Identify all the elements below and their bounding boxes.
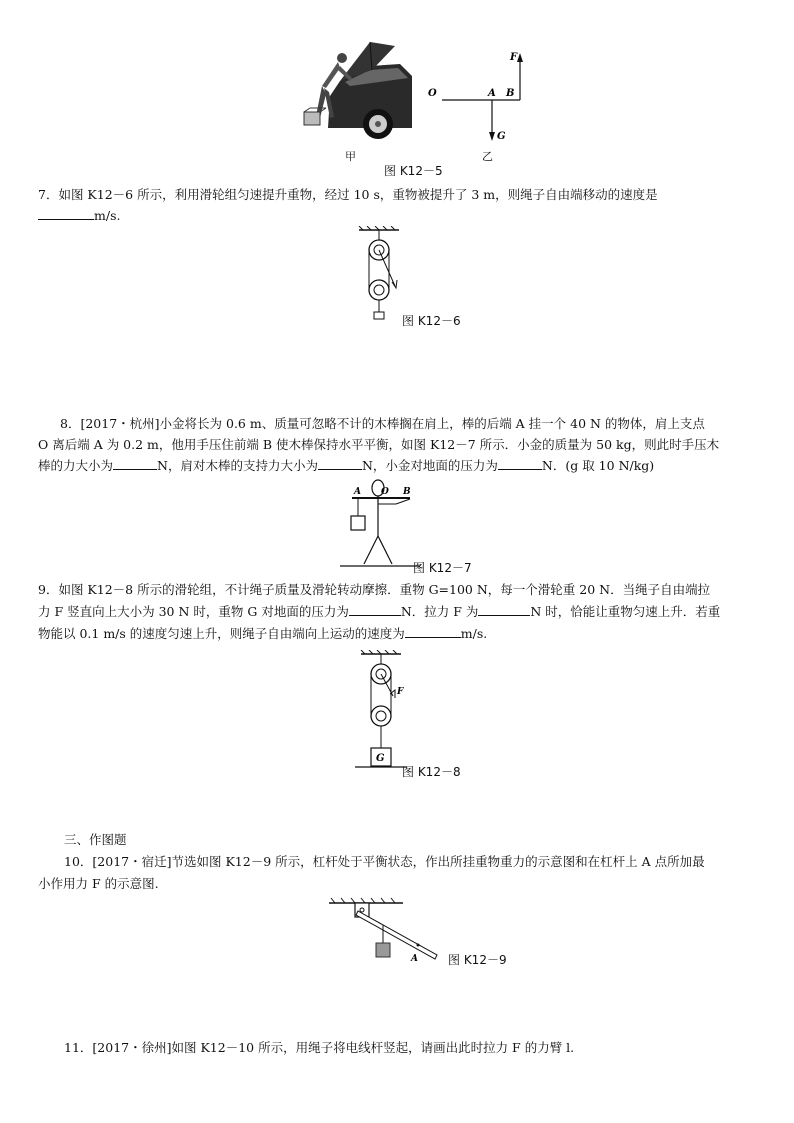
q9-text-b: N．拉力 F 为: [400, 604, 479, 619]
pulley-system-k12-6: [355, 226, 405, 326]
q7-line1: 7．如图 K12－6 所示，利用滑轮组匀速提升重物，经过 10 s，重物被提升了 3 m，则绳子自由端移动的速度是: [38, 187, 658, 202]
q9-text-f: m/s.: [460, 626, 488, 641]
fig5-caption: 图 K12－5: [384, 164, 443, 178]
q8-text-b: N，肩对木棒的支持力大小为: [157, 458, 318, 473]
q9-line1: 9．如图 K12－8 所示的滑轮组，不计绳子质量及滑轮转动摩擦．重物 G=100 N，每一个滑轮重 20 N．当绳子自由端拉: [38, 582, 711, 597]
lever-force-diagram: [420, 48, 530, 158]
fig5-point-f: F: [510, 52, 518, 63]
fig7-point-o: O: [381, 487, 389, 497]
q9-text-a: 力 F 竖直向上大小为 30 N 时，重物 G 对地面的压力为: [38, 604, 349, 619]
q7-answer-blank[interactable]: [38, 207, 94, 220]
fig5-label-yi: 乙: [482, 150, 493, 163]
q9-text-c: N 时，恰能让重物匀速上升．若重: [530, 604, 721, 619]
fig8-weight-g: G: [376, 753, 385, 764]
fig5-point-a: A: [488, 88, 496, 99]
fig6-caption: 图 K12－6: [402, 314, 461, 328]
fig9-point-a: A: [411, 954, 418, 964]
q11-line1: 11．[2017・徐州]如图 K12－10 所示，用绳子将电线杆竖起，请画出此时拉力 F 的力臂 l.: [64, 1040, 575, 1055]
q9-answer-blank-3[interactable]: [405, 625, 461, 638]
fig5-point-o: O: [428, 88, 437, 99]
q8-answer-blank-3[interactable]: [498, 457, 542, 470]
q9-line3: [38, 625, 758, 642]
q8-text-d: N．(g 取 10 N/kg): [541, 458, 655, 473]
section-3-title: 三、作图题: [64, 832, 127, 847]
q10-line1: 10．[2017・宿迁]节选如图 K12－9 所示，杠杆处于平衡状态，作出所挂重物重力的示意图和在杠杆上 A 点所加最: [64, 854, 705, 869]
fig9-caption: 图 K12－9: [448, 953, 507, 967]
fig5-point-g: G: [497, 131, 506, 142]
fig7-caption: 图 K12－7: [413, 561, 472, 575]
figure-k12-5: [290, 36, 550, 176]
stick-figure-lever-k12-7: [340, 478, 425, 570]
q8-answer-blank-2[interactable]: [318, 457, 362, 470]
fig8-force-f: F: [397, 687, 404, 697]
q8-line2: O 离后端 A 为 0.2 m，他用手压住前端 B 使木棒保持水平平衡，如图 K12－7 所示．小金的质量为 50 kg，则此时手压木: [38, 437, 720, 452]
q8-answer-blank-1[interactable]: [113, 457, 157, 470]
q8-text-c: N，小金对地面的压力为: [361, 458, 498, 473]
lever-diagram-k12-9: [325, 897, 450, 969]
q7-unit: m/s.: [94, 208, 121, 223]
q8-line1: 8．[2017・杭州]小金将长为 0.6 m、质量可忽略不计的木棒搁在肩上，棒的后端 A 挂一个 40 N 的物体，肩上支点: [60, 416, 705, 431]
fig5-point-b: B: [506, 88, 515, 99]
fig7-point-a: A: [354, 487, 361, 497]
q8-text-a: 棒的力大小为: [38, 458, 114, 473]
fig8-caption: 图 K12－8: [402, 765, 461, 779]
q9-line2: [38, 603, 758, 620]
q8-line3: [38, 457, 758, 474]
car-mechanic-illustration: [300, 36, 415, 141]
fig7-point-b: B: [403, 487, 411, 497]
q7-line2: [38, 207, 758, 224]
q9-answer-blank-2[interactable]: [478, 603, 530, 616]
q9-answer-blank-1[interactable]: [349, 603, 401, 616]
pulley-system-k12-8: [355, 650, 410, 775]
q10-line2: 小作用力 F 的示意图.: [38, 876, 159, 891]
q9-text-e: 物能以 0.1 m/s 的速度匀速上升，则绳子自由端向上运动的速度为: [38, 626, 405, 641]
fig5-label-jia: 甲: [345, 150, 356, 163]
